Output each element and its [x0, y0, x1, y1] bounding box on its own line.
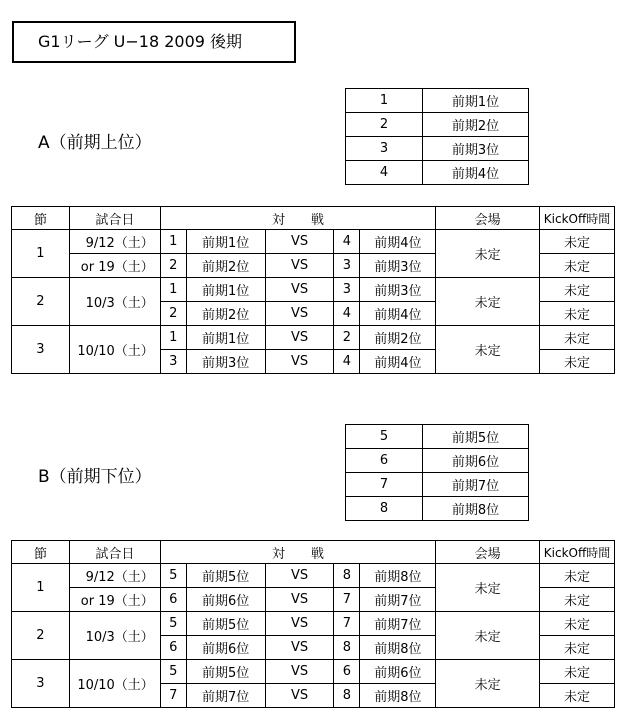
table-row: [12, 612, 615, 636]
venue-cell: 未定: [436, 278, 540, 326]
team2-name: 前期4位: [360, 350, 436, 374]
rank-name: 前期5位: [423, 425, 529, 449]
team1-name: 前期7位: [186, 684, 265, 708]
team2-name: 前期7位: [360, 612, 436, 636]
team2-name: 前期3位: [360, 278, 436, 302]
group-b-schedule-table: [11, 540, 615, 708]
vs-label: VS: [265, 660, 334, 684]
match-date: 9/12（土）: [69, 564, 160, 588]
team2-name: 前期2位: [360, 326, 436, 350]
team1-name: 前期1位: [186, 230, 265, 254]
rank-name: 前期7位: [423, 473, 529, 497]
round-number: 3: [12, 326, 70, 374]
vs-label: VS: [265, 230, 334, 254]
header-kickoff: KickOff時間: [540, 541, 615, 564]
vs-label: VS: [265, 588, 334, 612]
team1-name: 前期2位: [186, 302, 265, 326]
table-row: [12, 660, 615, 684]
team1-number: 1: [160, 230, 186, 254]
kickoff-cell: 未定: [540, 254, 615, 278]
team1-name: 前期2位: [186, 254, 265, 278]
rank-row: [346, 425, 529, 449]
rank-name: 前期1位: [423, 89, 529, 113]
team2-number: 7: [334, 588, 360, 612]
round-number: 3: [12, 660, 70, 708]
group-b-rank-table: [345, 424, 529, 521]
group-a-label: A（前期上位）: [38, 133, 152, 153]
team2-name: 前期8位: [360, 684, 436, 708]
rank-row: [346, 161, 529, 185]
vs-label: VS: [265, 254, 334, 278]
kickoff-cell: 未定: [540, 326, 615, 350]
team1-name: 前期1位: [186, 278, 265, 302]
kickoff-cell: 未定: [540, 230, 615, 254]
vs-label: VS: [265, 302, 334, 326]
team1-name: 前期5位: [186, 564, 265, 588]
team1-name: 前期6位: [186, 588, 265, 612]
rank-number: 6: [346, 449, 423, 473]
rank-row: [346, 137, 529, 161]
header-row: [12, 541, 615, 564]
match-date: 9/12（土）: [69, 230, 160, 254]
team1-number: 6: [160, 636, 186, 660]
venue-cell: 未定: [436, 230, 540, 278]
header-date: 試合日: [69, 541, 160, 564]
rank-name: 前期8位: [423, 497, 529, 521]
team2-number: 3: [334, 278, 360, 302]
team1-number: 2: [160, 254, 186, 278]
match-date: 10/10（土）: [69, 660, 160, 708]
table-row: [12, 230, 615, 254]
rank-number: 2: [346, 113, 423, 137]
team1-number: 6: [160, 588, 186, 612]
team1-number: 2: [160, 302, 186, 326]
page-title: G1リーグ U−18 2009 後期: [12, 21, 296, 63]
rank-number: 5: [346, 425, 423, 449]
vs-label: VS: [265, 278, 334, 302]
header-setsu: 節: [12, 207, 70, 230]
rank-name: 前期3位: [423, 137, 529, 161]
team1-name: 前期5位: [186, 660, 265, 684]
header-kickoff: KickOff時間: [540, 207, 615, 230]
team2-name: 前期6位: [360, 660, 436, 684]
rank-number: 8: [346, 497, 423, 521]
kickoff-cell: 未定: [540, 350, 615, 374]
kickoff-cell: 未定: [540, 636, 615, 660]
vs-label: VS: [265, 350, 334, 374]
kickoff-cell: 未定: [540, 564, 615, 588]
team1-number: 1: [160, 326, 186, 350]
venue-cell: 未定: [436, 326, 540, 374]
match-date-alt: or 19（土）: [69, 588, 160, 612]
match-date: 10/3（土）: [69, 612, 160, 660]
team1-name: 前期6位: [186, 636, 265, 660]
team1-number: 1: [160, 278, 186, 302]
vs-label: VS: [265, 612, 334, 636]
vs-label: VS: [265, 326, 334, 350]
table-row: [12, 278, 615, 302]
venue-cell: 未定: [436, 612, 540, 660]
venue-cell: 未定: [436, 564, 540, 612]
table-row: [12, 326, 615, 350]
kickoff-cell: 未定: [540, 660, 615, 684]
team2-number: 4: [334, 302, 360, 326]
rank-row: [346, 449, 529, 473]
match-date-alt: or 19（土）: [69, 254, 160, 278]
team1-number: 5: [160, 564, 186, 588]
rank-number: 1: [346, 89, 423, 113]
team1-number: 5: [160, 612, 186, 636]
team2-name: 前期4位: [360, 230, 436, 254]
match-date: 10/3（土）: [69, 278, 160, 326]
group-a-rank-table: [345, 88, 529, 185]
kickoff-cell: 未定: [540, 302, 615, 326]
team2-number: 8: [334, 636, 360, 660]
vs-label: VS: [265, 564, 334, 588]
team2-name: 前期4位: [360, 302, 436, 326]
header-date: 試合日: [69, 207, 160, 230]
team2-number: 3: [334, 254, 360, 278]
round-number: 2: [12, 612, 70, 660]
group-a-schedule-table: [11, 206, 615, 374]
kickoff-cell: 未定: [540, 588, 615, 612]
header-row: [12, 207, 615, 230]
rank-number: 7: [346, 473, 423, 497]
rank-name: 前期2位: [423, 113, 529, 137]
rank-name: 前期6位: [423, 449, 529, 473]
kickoff-cell: 未定: [540, 612, 615, 636]
team1-name: 前期5位: [186, 612, 265, 636]
team1-name: 前期3位: [186, 350, 265, 374]
vs-label: VS: [265, 684, 334, 708]
venue-cell: 未定: [436, 660, 540, 708]
team2-number: 2: [334, 326, 360, 350]
team2-name: 前期8位: [360, 636, 436, 660]
rank-row: [346, 497, 529, 521]
team2-number: 6: [334, 660, 360, 684]
header-venue: 会場: [436, 541, 540, 564]
team1-number: 5: [160, 660, 186, 684]
vs-label: VS: [265, 636, 334, 660]
rank-name: 前期4位: [423, 161, 529, 185]
team2-number: 7: [334, 612, 360, 636]
team2-number: 8: [334, 684, 360, 708]
team2-number: 4: [334, 230, 360, 254]
team2-number: 4: [334, 350, 360, 374]
round-number: 1: [12, 564, 70, 612]
rank-row: [346, 89, 529, 113]
round-number: 2: [12, 278, 70, 326]
rank-number: 3: [346, 137, 423, 161]
team2-name: 前期3位: [360, 254, 436, 278]
table-row: [12, 564, 615, 588]
group-b-label: B（前期下位）: [38, 467, 152, 487]
header-setsu: 節: [12, 541, 70, 564]
team1-name: 前期1位: [186, 326, 265, 350]
header-match: 対 戦: [160, 541, 435, 564]
rank-row: [346, 473, 529, 497]
round-number: 1: [12, 230, 70, 278]
team1-number: 3: [160, 350, 186, 374]
team2-name: 前期8位: [360, 564, 436, 588]
rank-number: 4: [346, 161, 423, 185]
team2-number: 8: [334, 564, 360, 588]
kickoff-cell: 未定: [540, 278, 615, 302]
rank-row: [346, 113, 529, 137]
team2-name: 前期7位: [360, 588, 436, 612]
kickoff-cell: 未定: [540, 684, 615, 708]
match-date: 10/10（土）: [69, 326, 160, 374]
header-venue: 会場: [436, 207, 540, 230]
team1-number: 7: [160, 684, 186, 708]
header-match: 対 戦: [160, 207, 435, 230]
